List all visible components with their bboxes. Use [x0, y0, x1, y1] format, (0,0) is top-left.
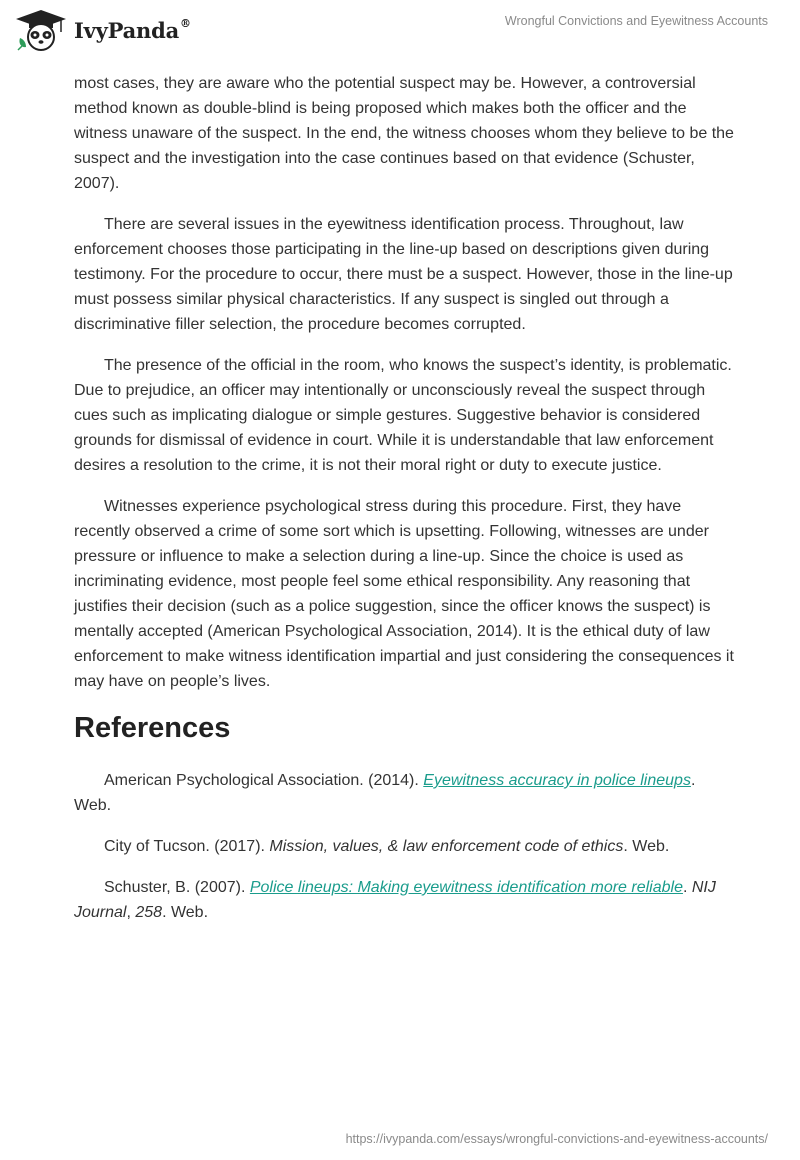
page-header	[0, 0, 800, 60]
paragraph-3: The presence of the official in the room, who knows the suspect’s identity, is problematic. Due to prejudice, an officer may intentionally or unconsciously reveal the suspect through cues such as implicating dialogue or simple gestures. Suggestive behavior is considered grounds for dismissal of evidence in court. While it is understandable that law enforcement desires a resolution to the crime, it is not their moral right or duty to execute justice.	[74, 357, 732, 474]
reference-tucson: City of Tucson. (2017). Mission, values, & law enforcement code of ethics. Web.	[104, 838, 670, 855]
essay-content	[74, 71, 734, 941]
reference-schuster: Schuster, B. (2007). Police lineups: Making eyewitness identification more reliable. NIJ Journal, 258. Web.	[74, 879, 716, 921]
paragraph-1: most cases, they are aware who the potential suspect may be. However, a controversial method known as double-blind is being proposed which makes both the officer and the witness unaware of the suspect. In the end, the witness chooses whom they believe to be the suspect and the investigation into the case continues based on that evidence (Schuster, 2007).	[74, 75, 734, 192]
footer-url[interactable]: https://ivypanda.com/essays/wrongful-convictions-and-eyewitness-accounts/	[345, 1132, 768, 1146]
paragraph-4: Witnesses experience psychological stress during this procedure. First, they have recently observed a crime of some sort which is upsetting. Following, witnesses are under pressure or influence to make a selection during a line-up. Since the choice is used as incriminating evidence, most people feel some ethical responsibility. Any reasoning that justifies their decision (such as a police suggestion, since the officer knows the suspect) is mentally accepted (American Psychological Association, 2014). It is the ethical duty of law enforcement to make witness identification impartial and just considering the consequences it may have on people’s lives.	[74, 498, 734, 690]
reference-link-schuster[interactable]: Police lineups: Making eyewitness identification more reliable	[249, 879, 683, 896]
references-heading: References	[74, 712, 231, 744]
site-logo[interactable]	[14, 8, 191, 52]
registered-mark: ®	[180, 16, 191, 30]
reference-apa: American Psychological Association. (2014). Eyewitness accuracy in police lineups. Web.	[74, 772, 696, 814]
paragraph-2: There are several issues in the eyewitness identification process. Throughout, law enforcement chooses those participating in the line-up based on descriptions given during testimony. For the procedure to occur, there must be a suspect. However, those in the line-up must possess similar physical characteristics. If any suspect is singled out through a discriminative filler selection, the procedure becomes corrupted.	[74, 216, 733, 333]
logo-text: IvyPanda®	[74, 16, 191, 43]
panda-graduate-icon	[14, 8, 68, 52]
document-title: Wrongful Convictions and Eyewitness Accounts	[504, 14, 768, 28]
reference-link-apa[interactable]: Eyewitness accuracy in police lineups	[423, 772, 691, 789]
